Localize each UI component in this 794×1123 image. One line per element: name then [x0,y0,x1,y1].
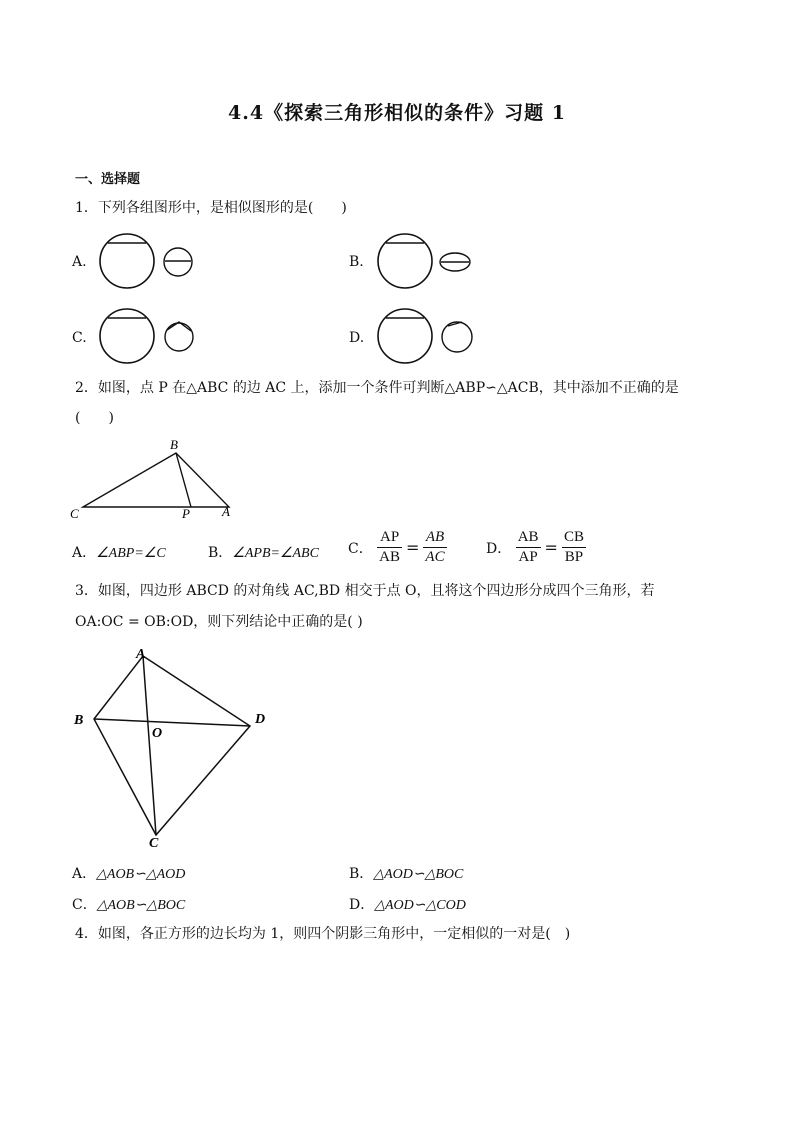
q3-option-c [72,894,185,914]
q3-option-d [349,894,466,914]
diagonal-bd [94,719,250,726]
quadrilateral-abcd [94,656,250,835]
question-3-stem-line1: 3．如图，四边形 ABCD 的对角线 AC,BD 相交于点 O，且将这个四边形分成四个三角形，若 [75,583,655,599]
label-a: A [222,504,230,519]
label-d: D [255,712,266,727]
triangle-abc [83,453,229,507]
q3-option-d-text: △AOD∽△COD [374,898,466,913]
q3-option-d-label: D． [349,897,375,913]
q1-option-c-figure [96,305,206,367]
equals-sign: = [544,538,558,557]
label-o: O [152,726,163,741]
q2-option-c [348,528,447,567]
big-circle [378,234,432,288]
q1-option-d-label: D. [349,330,365,346]
question-2-stem-line2: ( ) [75,410,114,426]
question-1-stem: 1．下列各组图形中，是相似图形的是( ) [75,200,347,216]
label-b: B [74,713,84,728]
q1-option-d-figure [374,305,484,367]
q2-option-a-text: ∠ABP=∠C [96,546,166,561]
q1-option-a-figure [96,230,206,292]
small-circle [164,248,192,276]
label-b: B [170,437,178,452]
q3-option-b [349,863,463,883]
small-circle [165,323,193,351]
q3-option-c-text: △AOB∽△BOC [96,898,186,913]
q2-option-b-label: B． [208,545,233,561]
label-c: C [149,836,159,851]
fraction-ab-ac: $\frac{AB}{AC}$ [425,529,445,565]
question-3-stem-line2: OA:OC = OB:OD，则下列结论中正确的是( ) [75,614,363,630]
q2-triangle-figure [66,436,246,524]
label-p: P [182,506,190,521]
q2-option-d-label: D． [486,540,512,557]
section-heading: 一、选择题 [75,172,141,187]
page-title: 4.4《探索三角形相似的条件》习题 1 [228,102,566,124]
question-4-stem: 4．如图，各正方形的边长均为 1，则四个阴影三角形中，一定相似的一对是( ) [75,926,571,942]
fraction-cb-bp: $\frac{CB}{BP}$ [563,529,584,565]
q1-option-c-label: C. [72,330,87,346]
q2-option-c-label: C． [348,540,373,557]
big-circle [100,234,154,288]
big-circle [100,309,154,363]
diagonal-ac [143,656,156,835]
big-circle [378,309,432,363]
q3-option-a-text: △AOB∽△AOD [96,867,186,882]
q3-option-b-text: △AOD∽△BOC [373,867,464,882]
small-circle [442,322,472,352]
label-a: A [136,647,146,662]
q3-option-a-label: A． [72,866,97,882]
q3-option-b-label: B． [349,866,374,882]
label-c: C [70,506,79,521]
q2-option-b-text: ∠APB=∠ABC [232,546,319,561]
q3-option-a [72,863,185,883]
q1-option-b-figure [374,230,484,292]
fraction-ab-ap: $\frac{AB}{AP}$ [517,529,539,565]
q2-option-a-label: A． [72,545,97,561]
q3-option-c-label: C． [72,897,97,913]
q3-quadrilateral-figure [68,640,278,852]
equals-sign: = [406,538,420,557]
q1-option-b-label: B. [349,254,364,270]
fraction-ap-ab: $\frac{AP}{AB}$ [379,529,401,565]
q2-option-d [486,528,586,567]
q2-option-b [208,542,319,562]
q1-option-a-label: A. [72,254,87,270]
q2-option-a [72,542,166,562]
question-2-stem-line1: 2．如图，点 P 在△ABC 的边 AC 上，添加一个条件可判断△ABP∽△ACB，其中添加不正确的是 [75,380,679,396]
